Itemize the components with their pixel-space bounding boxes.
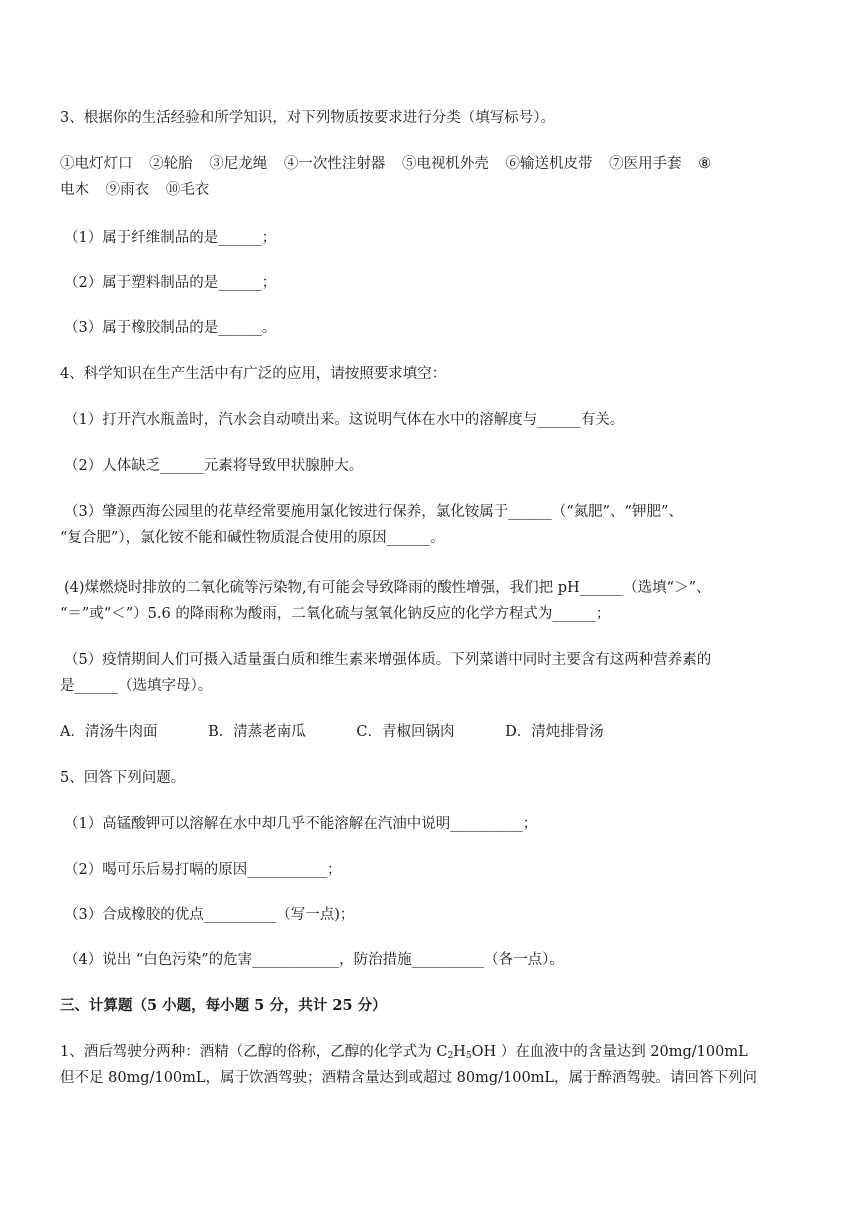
calc1-subscript-5: 5 [465,1051,472,1061]
calc1-line1 [60,1042,748,1066]
q4-sub2: （2）人体缺乏______元素将导致甲状腺肿大。 [64,458,364,474]
q4-title: 4、科学知识在生产生活中有广泛的应用，请按照要求填空： [60,366,447,382]
q5-title: 5、回答下列问题。 [60,770,186,786]
calc1-line2: 但不足 80mg/100mL，属于饮酒驾驶；酒精含量达到或超过 80mg/100mL，属于醉酒驾驶。请回答下列问 [60,1070,758,1086]
q4-sub4-line2: “＝”或“＜”）5.6 的降雨称为酸雨，二氧化硫与氢氧化钠反应的化学方程式为______； [60,606,611,622]
q5-sub4: （4）说出 “白色污染”的危害____________，防治措施__________（各一点）。 [64,952,564,968]
q5-sub2: （2）喝可乐后易打嗝的原因___________； [64,862,342,878]
q4-option-b: B．清蒸老南瓜 [208,724,306,740]
q3-sub1: （1）属于纤维制品的是______； [64,230,277,246]
q4-sub3-line2: “复合肥”），氯化铵不能和碱性物质混合使用的原因______。 [60,530,445,546]
calc1-line1-post: OH ）在血液中的含量达到 20mg/100mL [471,1044,748,1060]
q4-option-a: A．清汤牛肉面 [60,724,158,740]
q3-sub2: （2）属于塑料制品的是______； [64,275,277,291]
q4-sub5-line2: 是______（选填字母）。 [60,678,213,694]
q5-sub1: （1）高锰酸钾可以溶解在水中却几乎不能溶解在汽油中说明__________； [64,816,538,832]
q4-sub4-line1: (4)煤燃烧时排放的二氧化硫等污染物,有可能会导致降雨的酸性增强，我们把 pH______（选填“＞”、 [64,580,711,596]
q3-item-7: ⑦医用手套 [609,156,682,172]
q3-item-9: ⑨雨衣 [105,182,150,198]
q3-items-line1 [60,154,711,174]
q3-item-10: ⑩毛衣 [165,182,210,198]
q4-option-c: C．青椒回锅肉 [356,724,455,740]
q4-option-d: D．清炖排骨汤 [505,724,604,740]
q3-item-2: ②轮胎 [149,156,193,172]
q3-sub3: （3）属于橡胶制品的是______。 [64,320,277,336]
q3-item-3: ③尼龙绳 [209,156,268,172]
q4-sub1: （1）打开汽水瓶盖时，汽水会自动喷出来。这说明气体在水中的溶解度与______有关。 [64,412,625,428]
q3-title: 3、根据你的生活经验和所学知识，对下列物质按要求进行分类（填写标号）。 [60,110,555,126]
q3-item-1: ①电灯灯口 [60,156,133,172]
q3-items-line2 [60,180,209,200]
calc1-subscript-2: 2 [447,1051,454,1061]
q5-sub3: （3）合成橡胶的优点__________（写一点)； [64,907,355,923]
q3-item-4: ④一次性注射器 [283,156,386,172]
section-calc-heading: 三、计算题（5 小题，每小题 5 分，共计 25 分） [60,997,387,1014]
q4-sub3-line1: （3）肇源西海公园里的花草经常要施用氯化铵进行保养，氯化铵属于______（“氮肥”、“钾肥”、 [64,504,683,520]
q3-item-5: ⑤电视机外壳 [401,156,489,172]
q3-item-6: ⑥输送机皮带 [505,156,593,172]
q3-item-8-marker: ⑧ [698,156,712,172]
q4-options [60,722,604,742]
q4-sub5-line1: （5）疫情期间人们可摄入适量蛋白质和维生素来增强体质。下列菜谱中同时主要含有这两种营养素的 [64,652,712,668]
calc1-line1-pre: 1、酒后驾驶分两种：酒精（乙醇的俗称，乙醇的化学式为 C [60,1044,448,1060]
calc1-h: H [453,1044,466,1060]
q3-item-8-text: 电木 [60,182,89,198]
